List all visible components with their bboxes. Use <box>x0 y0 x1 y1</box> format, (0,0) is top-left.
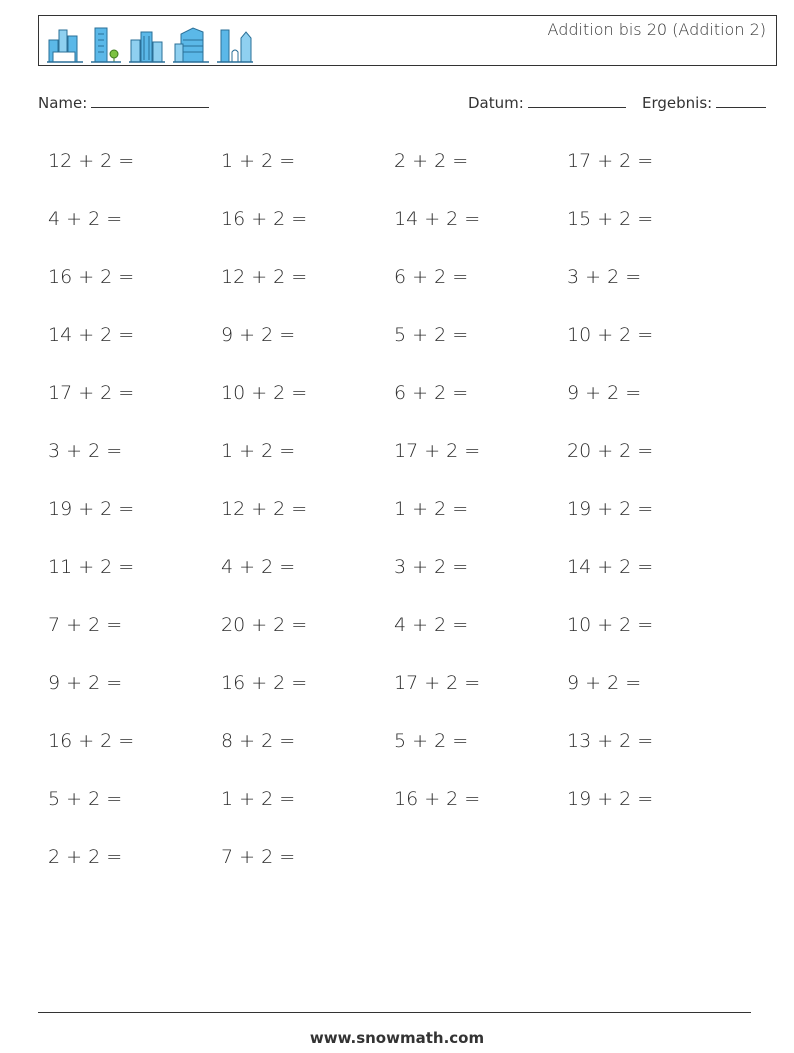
ergebnis-field <box>642 93 766 112</box>
problem-item: 1 + 2 = <box>394 498 469 520</box>
problem-item: 9 + 2 = <box>567 382 642 404</box>
problem-item: 5 + 2 = <box>394 730 469 752</box>
problem-item: 3 + 2 = <box>394 556 469 578</box>
name-field <box>38 93 209 112</box>
problem-item: 10 + 2 = <box>567 614 654 636</box>
problem-item: 2 + 2 = <box>394 150 469 172</box>
datum-field <box>468 93 626 112</box>
header-box <box>38 15 777 66</box>
problem-item: 14 + 2 = <box>48 324 135 346</box>
problem-item: 19 + 2 = <box>567 788 654 810</box>
problem-item: 16 + 2 = <box>221 672 308 694</box>
problem-item: 1 + 2 = <box>221 440 296 462</box>
problem-item: 8 + 2 = <box>221 730 296 752</box>
problem-item: 12 + 2 = <box>48 150 135 172</box>
problem-item: 19 + 2 = <box>567 498 654 520</box>
datum-blank[interactable] <box>528 93 626 108</box>
problem-item: 12 + 2 = <box>221 266 308 288</box>
ergebnis-blank[interactable] <box>716 93 766 108</box>
problem-item: 4 + 2 = <box>48 208 123 230</box>
city-buildings-icon <box>47 26 83 64</box>
office-blocks-icon <box>129 28 165 64</box>
datum-label: Datum: <box>468 94 524 112</box>
problem-item: 13 + 2 = <box>567 730 654 752</box>
tower-with-tree-icon <box>91 24 121 64</box>
problem-item: 17 + 2 = <box>567 150 654 172</box>
problem-item: 3 + 2 = <box>567 266 642 288</box>
problem-item: 17 + 2 = <box>48 382 135 404</box>
problem-item: 14 + 2 = <box>567 556 654 578</box>
problem-item: 5 + 2 = <box>48 788 123 810</box>
problem-item: 16 + 2 = <box>394 788 481 810</box>
problem-item: 3 + 2 = <box>48 440 123 462</box>
problem-item: 5 + 2 = <box>394 324 469 346</box>
problem-item: 17 + 2 = <box>394 672 481 694</box>
problem-item: 6 + 2 = <box>394 266 469 288</box>
footer-divider <box>38 1012 751 1013</box>
glass-building-icon <box>173 24 209 64</box>
problem-item: 19 + 2 = <box>48 498 135 520</box>
skyscrapers-icon <box>217 24 253 64</box>
problem-item: 9 + 2 = <box>567 672 642 694</box>
problem-item: 11 + 2 = <box>48 556 135 578</box>
problem-item: 16 + 2 = <box>221 208 308 230</box>
problem-item: 17 + 2 = <box>394 440 481 462</box>
problem-item: 10 + 2 = <box>567 324 654 346</box>
problem-item: 4 + 2 = <box>394 614 469 636</box>
problem-item: 20 + 2 = <box>567 440 654 462</box>
problem-item: 2 + 2 = <box>48 846 123 868</box>
problem-item: 1 + 2 = <box>221 150 296 172</box>
problem-item: 9 + 2 = <box>48 672 123 694</box>
problem-item: 7 + 2 = <box>48 614 123 636</box>
problem-item: 7 + 2 = <box>221 846 296 868</box>
header-icons <box>47 22 253 64</box>
problem-item: 9 + 2 = <box>221 324 296 346</box>
footer-url: www.snowmath.com <box>309 1029 485 1047</box>
name-label: Name: <box>38 94 88 112</box>
problem-item: 16 + 2 = <box>48 730 135 752</box>
problem-item: 1 + 2 = <box>221 788 296 810</box>
problem-item: 14 + 2 = <box>394 208 481 230</box>
name-blank[interactable] <box>91 93 209 108</box>
problem-item: 16 + 2 = <box>48 266 135 288</box>
problem-item: 6 + 2 = <box>394 382 469 404</box>
worksheet-title: Addition bis 20 (Addition 2) <box>547 20 766 39</box>
problem-item: 4 + 2 = <box>221 556 296 578</box>
problem-item: 20 + 2 = <box>221 614 308 636</box>
problem-item: 15 + 2 = <box>567 208 654 230</box>
ergebnis-label: Ergebnis: <box>642 94 713 112</box>
problem-item: 10 + 2 = <box>221 382 308 404</box>
problem-item: 12 + 2 = <box>221 498 308 520</box>
